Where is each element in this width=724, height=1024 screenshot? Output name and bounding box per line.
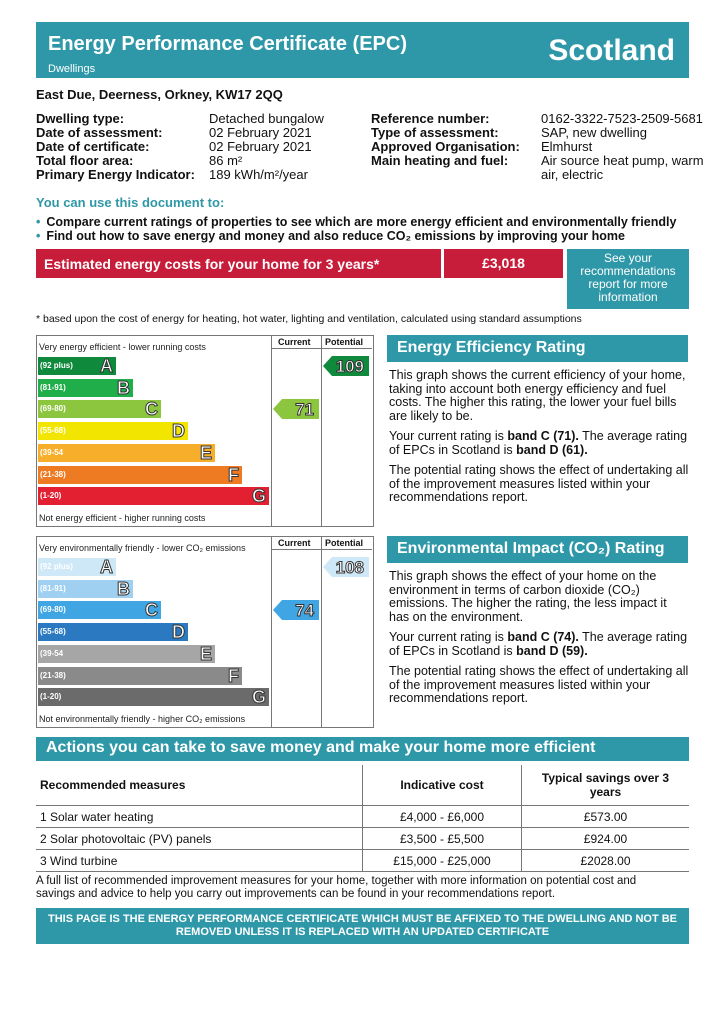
rating-band-d	[38, 422, 188, 440]
bullet-icon: •	[36, 215, 41, 229]
potential-rating-arrow	[323, 356, 369, 376]
current-rating-arrow	[273, 600, 319, 620]
band-letter: B	[117, 377, 130, 398]
chart-top-text: Very energy efficient - lower running costs	[39, 342, 206, 352]
detail-label: Dwelling type:	[36, 111, 125, 126]
detail-value: Elmhurst	[541, 139, 593, 154]
band-range: (39-54	[40, 447, 64, 457]
measure-cell: 1 Solar water heating	[40, 809, 154, 824]
measure-cell: 3 Wind turbine	[40, 853, 118, 868]
energy-efficiency-text: This graph shows the current efficiency of your home, taking into account both energy efficiency and fuel costs. The higher this rating, the lower your fuel bills are likely to be. Your current rating is band C (71). The average rating of EPCs in Scotland is band D (61). The potential rating shows the effect of undertaking all of the improvement measures listed within your recommendations report.	[389, 368, 689, 504]
rating-band-a	[38, 558, 116, 576]
band-range: (21-38)	[40, 670, 66, 680]
band-letter: A	[100, 557, 113, 577]
band-letter: G	[251, 486, 266, 507]
rating-band-b	[38, 580, 133, 598]
detail-value: Detached bungalow	[209, 111, 324, 126]
detail-label: Type of assessment:	[371, 125, 499, 140]
cost-value: £3,018	[444, 249, 563, 278]
rating-band-c	[38, 400, 161, 418]
band-letter: D	[172, 622, 185, 643]
detail-label: Main heating and fuel:	[371, 153, 509, 168]
band-range: (21-38)	[40, 469, 66, 479]
region-name: Scotland	[548, 34, 675, 67]
cost-cell: £4,000 - £6,000	[363, 806, 522, 828]
usage-bullet: • Compare current ratings of properties to see which are more energy efficient and environmentally friendly	[36, 215, 677, 229]
rating-value: 71	[295, 400, 314, 420]
detail-value: Air source heat pump, warm air, electric	[541, 153, 704, 182]
band-letter: A	[100, 356, 113, 376]
band-range: (81-91)	[40, 583, 66, 593]
bullet-icon: •	[36, 229, 41, 243]
chart-top-text: Very environmentally friendly - lower CO₂ emissions	[39, 543, 246, 553]
cost-footnote: * based upon the cost of energy for heating, hot water, lighting and ventilation, calculated using standard assumptions	[36, 313, 582, 325]
chart-bottom-text: Not energy efficient - higher running costs	[39, 513, 206, 523]
rating-band-a	[38, 357, 116, 375]
potential-rating-arrow	[323, 557, 369, 577]
chart-divider	[271, 348, 372, 349]
chart-divider	[271, 549, 372, 550]
actions-title: Actions you can take to save money and make your home more efficient	[36, 737, 689, 761]
chart-bottom-text: Not environmentally friendly - higher CO₂ emissions	[39, 714, 246, 724]
full-list-note: A full list of recommended improvement measures for your home, together with more information on potential cost and savings and advice to help you carry out improvements can be found in your recommendations report.	[36, 875, 637, 900]
chart-divider	[321, 537, 322, 727]
rating-value: 74	[295, 601, 314, 621]
rating-band-b	[38, 379, 133, 397]
detail-value: 86 m²	[209, 153, 243, 168]
band-letter: B	[117, 578, 130, 599]
band-letter: D	[172, 421, 185, 442]
detail-label: Total floor area:	[36, 153, 134, 168]
energy-efficiency-chart	[36, 335, 374, 527]
band-range: (81-91)	[40, 382, 66, 392]
band-range: (92 plus)	[40, 562, 73, 571]
chart-divider	[321, 336, 322, 526]
recommendations-table	[36, 765, 689, 872]
band-letter: F	[228, 464, 239, 485]
table-header-row	[36, 765, 689, 806]
detail-label: Date of assessment:	[36, 125, 163, 140]
potential-column-header: Potential	[325, 337, 364, 347]
epc-header	[36, 22, 689, 78]
column-header: Recommended measures	[40, 778, 186, 792]
band-letter: C	[145, 600, 158, 621]
document-subtitle: Dwellings	[48, 63, 96, 75]
band-range: (1-20)	[40, 491, 62, 501]
environmental-impact-text: This graph shows the effect of your home on the environment in terms of carbon dioxide (CO₂) emissions. The higher the rating, the less impact it has on the environment. Your current rating is band C (74). The average rating of EPCs in Scotland is band D (59). The potential rating shows the effect of undertaking all of the improvement measures listed within your recommendations report.	[389, 569, 689, 705]
environmental-impact-chart	[36, 536, 374, 728]
table-row	[36, 828, 689, 850]
rating-band-e	[38, 444, 215, 462]
savings-cell: £573.00	[522, 806, 690, 828]
rating-band-c	[38, 601, 161, 619]
detail-value: SAP, new dwelling	[541, 125, 647, 140]
detail-label: Primary Energy Indicator:	[36, 167, 195, 182]
band-range: (39-54	[40, 648, 64, 658]
rating-band-f	[38, 667, 242, 685]
detail-value: 189 kWh/m²/year	[209, 167, 308, 182]
column-header: Typical savings over 3 years	[522, 765, 690, 806]
band-letter: G	[251, 687, 266, 708]
rating-band-d	[38, 623, 188, 641]
band-letter: F	[228, 665, 239, 686]
band-range: (55-68)	[40, 426, 66, 436]
column-header: Indicative cost	[363, 765, 522, 806]
band-letter: E	[199, 442, 212, 463]
rating-band-e	[38, 645, 215, 663]
environmental-impact-title: Environmental Impact (CO₂) Rating	[387, 536, 688, 563]
recommendations-link[interactable]: See your recommendations report for more information	[567, 249, 689, 309]
cost-label-bar: Estimated energy costs for your home for 3 years*	[36, 249, 441, 278]
chart-divider	[271, 336, 272, 526]
savings-cell: £2028.00	[522, 850, 690, 872]
detail-value: 02 February 2021	[209, 139, 312, 154]
current-column-header: Current	[278, 538, 311, 548]
rating-band-g	[38, 688, 269, 706]
certificate-footer: THIS PAGE IS THE ENERGY PERFORMANCE CERTIFICATE WHICH MUST BE AFFIXED TO THE DWELLING AND NOT BE REMOVED UNLESS IT IS REPLACED WITH AN UPDATED CERTIFICATE	[36, 908, 689, 944]
cost-cell: £15,000 - £25,000	[363, 850, 522, 872]
rating-value: 108	[335, 558, 364, 577]
document-title: Energy Performance Certificate (EPC)	[48, 33, 408, 55]
table-row	[36, 806, 689, 828]
detail-label: Date of certificate:	[36, 139, 150, 154]
chart-divider	[271, 537, 272, 727]
rating-band-g	[38, 487, 269, 505]
band-letter: E	[199, 643, 212, 664]
rating-value: 109	[335, 357, 364, 376]
band-range: (69-80)	[40, 605, 66, 615]
energy-efficiency-title: Energy Efficiency Rating	[387, 335, 688, 362]
band-range: (55-68)	[40, 627, 66, 637]
current-rating-arrow	[273, 399, 319, 419]
current-column-header: Current	[278, 337, 311, 347]
detail-label: Approved Organisation:	[371, 139, 520, 154]
band-range: (1-20)	[40, 692, 62, 702]
potential-column-header: Potential	[325, 538, 364, 548]
savings-cell: £924.00	[522, 828, 690, 850]
property-address: East Due, Deerness, Orkney, KW17 2QQ	[36, 87, 283, 102]
table-row	[36, 850, 689, 872]
measure-cell: 2 Solar photovoltaic (PV) panels	[40, 831, 212, 846]
usage-title: You can use this document to:	[36, 195, 225, 210]
usage-bullet: • Find out how to save energy and money and also reduce CO₂ emissions by improving your home	[36, 229, 625, 243]
band-letter: C	[145, 399, 158, 420]
detail-value: 02 February 2021	[209, 125, 312, 140]
rating-band-f	[38, 466, 242, 484]
band-range: (69-80)	[40, 404, 66, 414]
band-range: (92 plus)	[40, 361, 73, 370]
cost-cell: £3,500 - £5,500	[363, 828, 522, 850]
reference-number: 0162-3322-7523-2509-5681	[541, 111, 703, 126]
detail-label: Reference number:	[371, 111, 490, 126]
